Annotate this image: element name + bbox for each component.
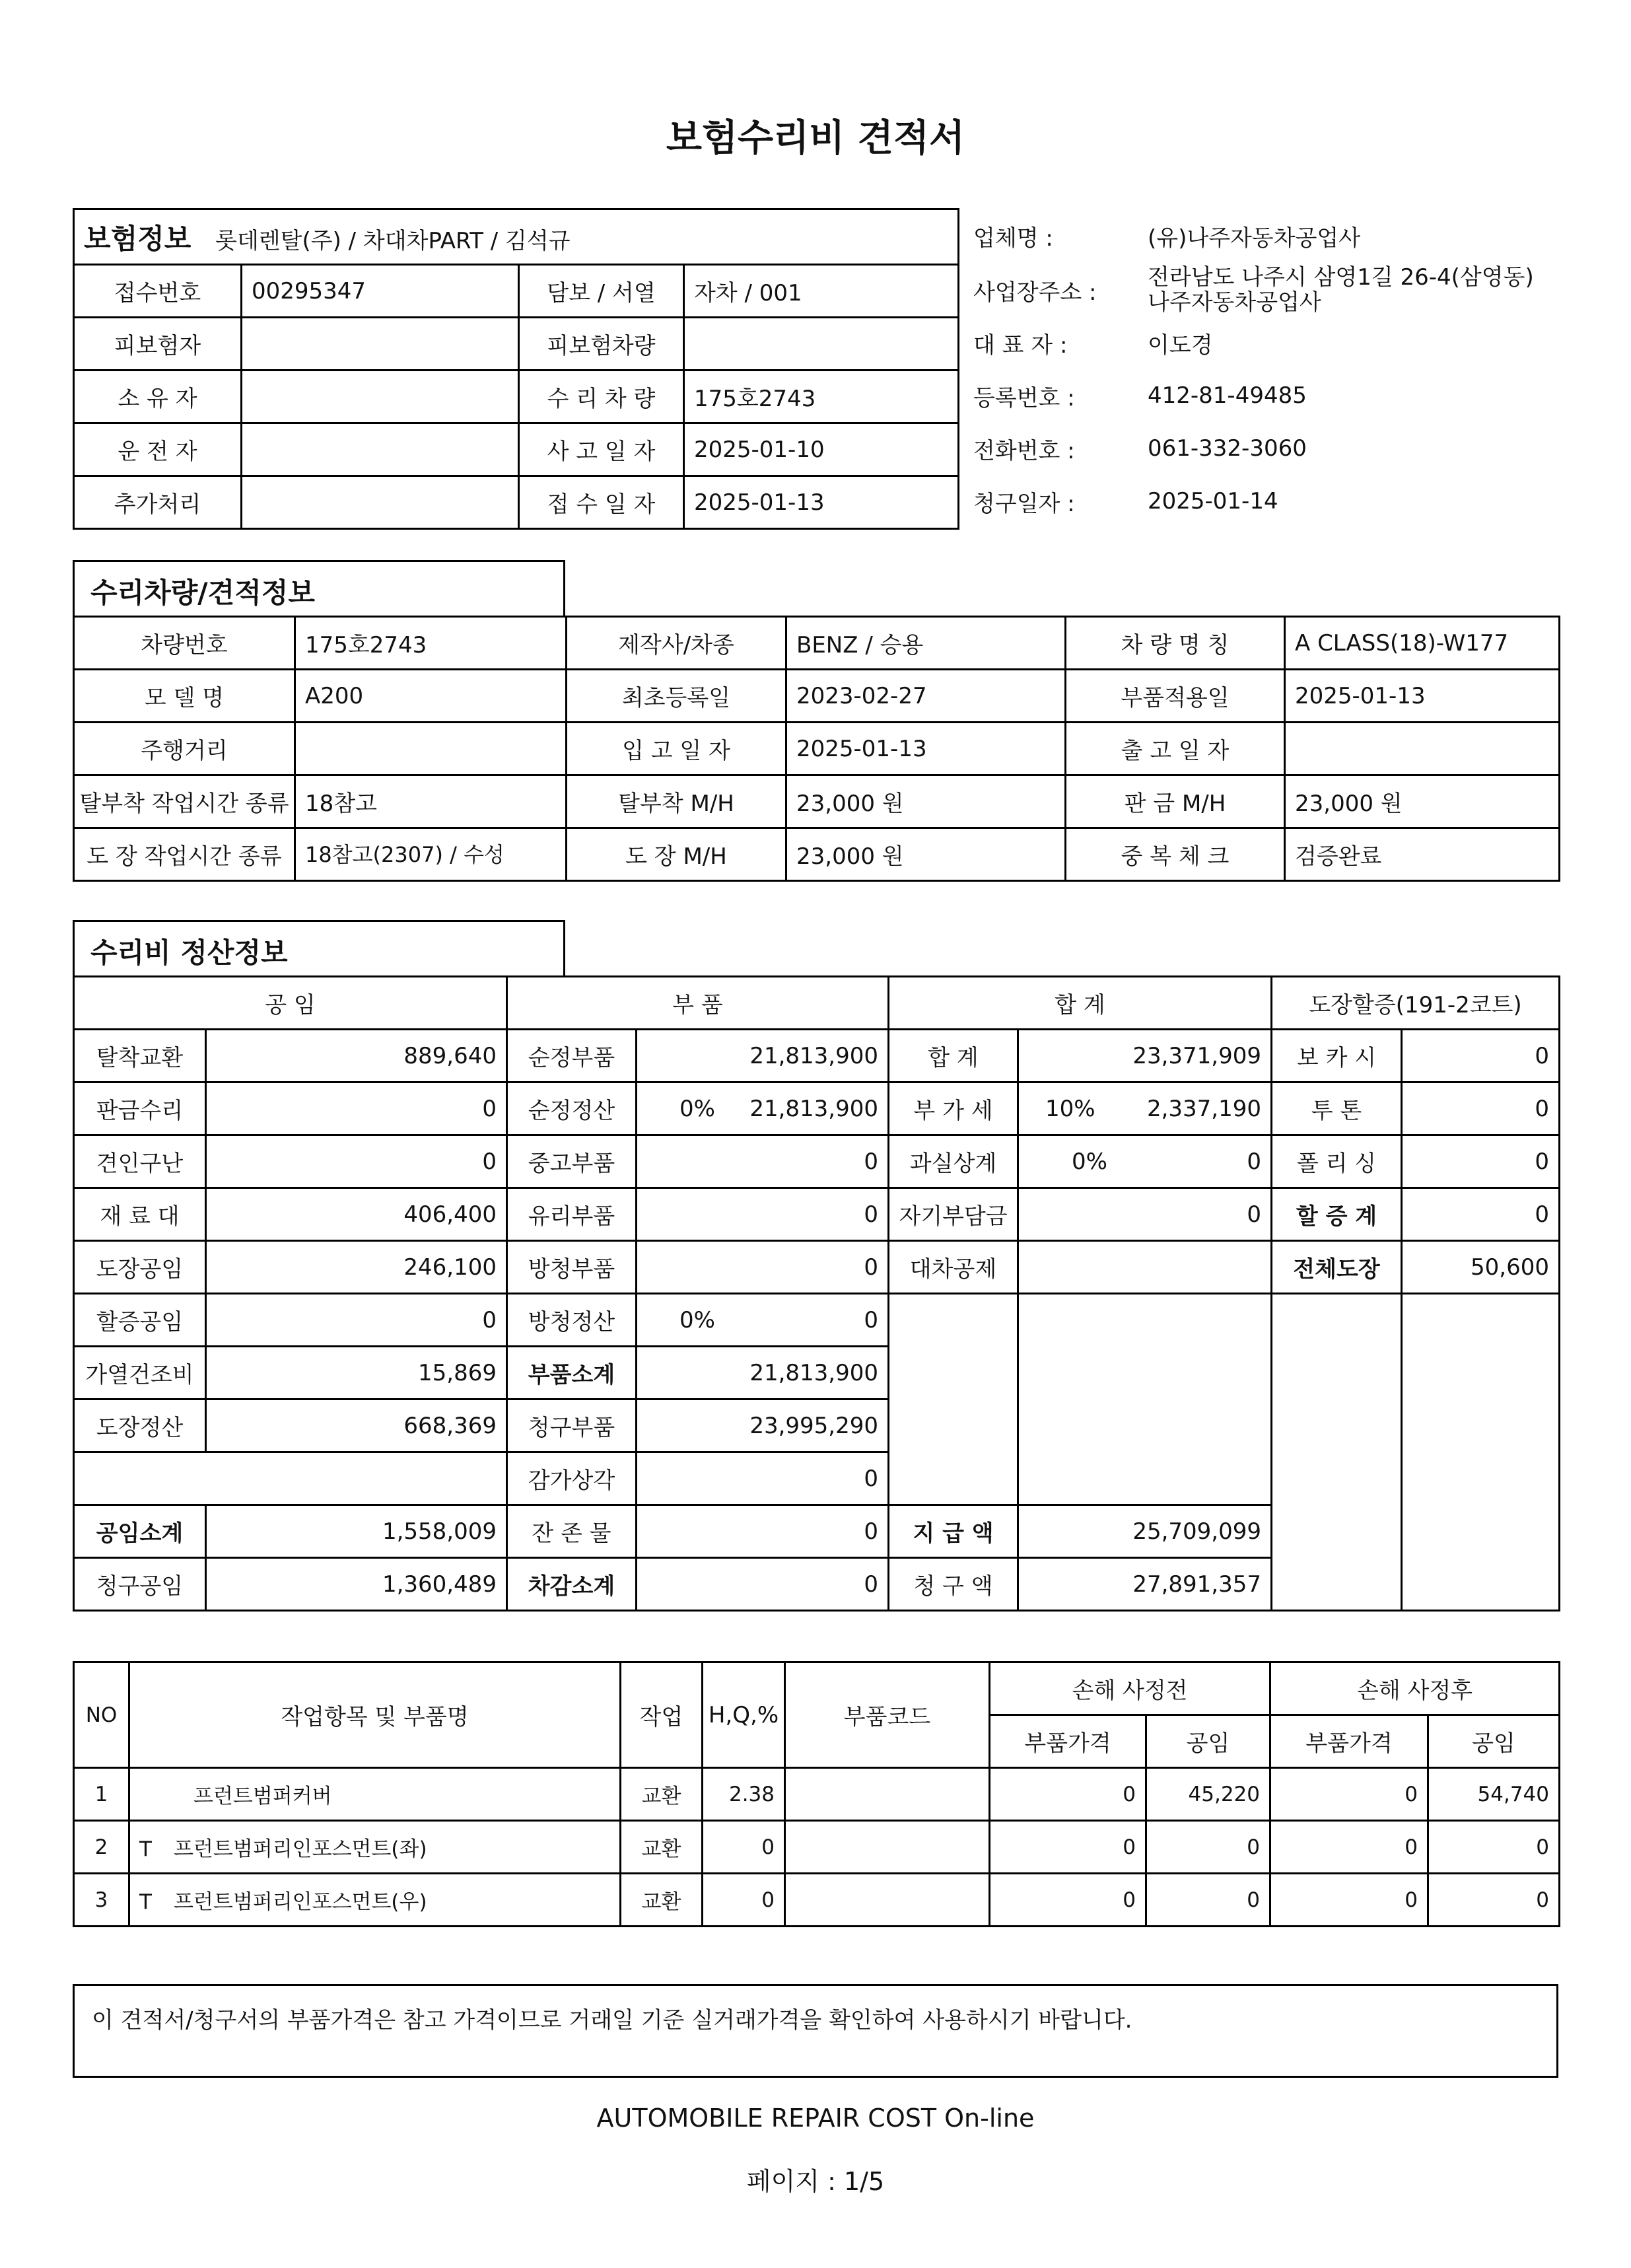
labor-value: 15,869 [206,1347,507,1400]
item-after-price: 0 [1270,1821,1428,1874]
item-work: 교환 [621,1874,703,1927]
totals-amount: 0 [1247,1148,1261,1175]
items-table [73,1661,1560,1927]
col-after: 손해 사정후 [1270,1662,1560,1715]
coverage-label: 담보 / 서열 [519,265,684,318]
labor-value: 0 [206,1082,507,1135]
registration-no-label: 등록번호 : [973,384,1075,411]
totals-amount: 23,371,909 [1132,1042,1261,1069]
labor-label: 판금수리 [74,1082,206,1135]
registration-no-value: 412-81-49485 [1148,382,1307,409]
insurance-heading: 보험정보 [84,222,191,255]
receipt-no-value: 00295347 [242,265,519,318]
vehicle-section-tab [73,560,565,617]
insured-label: 피보험자 [74,318,242,371]
table-row [74,828,1560,881]
owner-value [242,371,519,423]
item-code [785,1768,990,1821]
item-hq: 0 [703,1821,785,1874]
company-address-value: 전라남도 나주시 삼영1길 26-4(삼영동) 나주자동차공업사 [1148,264,1534,316]
item-name [129,1821,621,1874]
labor-value: 246,100 [206,1241,507,1294]
item-name-text: 프런트범퍼리인포스먼트(우) [174,1890,427,1914]
vehicle-name-value: A CLASS(18)-W177 [1285,617,1560,670]
totals-value [1018,1030,1272,1082]
sheet-metal-mh-value: 23,000 원 [1285,775,1560,828]
col-before-labor: 공임 [1146,1715,1270,1768]
parts-value [637,1558,889,1611]
item-mark: T [139,1890,152,1914]
totals-rate: 0% [1072,1148,1107,1175]
parts-value [637,1030,889,1082]
driver-value [242,423,519,476]
insured-value [242,318,519,371]
company-info [964,208,1558,528]
duplicate-check-value: 검증완료 [1285,828,1560,881]
paint-mh-value: 23,000 원 [786,828,1066,881]
table-row [74,1135,1560,1188]
col-before: 손해 사정전 [990,1662,1270,1715]
paint-blank [1272,1294,1402,1611]
item-before-price: 0 [990,1768,1146,1821]
totals-blank [889,1294,1018,1505]
paint-value: 0 [1402,1135,1560,1188]
totals-label: 과실상계 [889,1135,1018,1188]
item-name-text: 프런트범퍼리인포스먼트(좌) [174,1837,427,1861]
paint-value: 0 [1402,1082,1560,1135]
paint-label: 보 카 시 [1272,1030,1402,1082]
parts-value [637,1400,889,1452]
table-row [74,670,1560,723]
parts-amount: 21,813,900 [749,1095,878,1122]
driver-label: 운 전 자 [74,423,242,476]
item-code [785,1874,990,1927]
vehicle-name-label: 차 량 명 칭 [1066,617,1285,670]
phone-label: 전화번호 : [973,437,1075,464]
parts-header: 부 품 [507,977,889,1030]
table-row [74,1874,1560,1927]
parts-label: 순정부품 [507,1030,637,1082]
item-name [129,1874,621,1927]
table-row [74,617,1560,670]
table-row [74,723,1560,775]
col-code: 부품코드 [785,1662,990,1768]
table-row [964,422,1558,475]
col-before-price: 부품가격 [990,1715,1146,1768]
totals-label: 합 계 [889,1030,1018,1082]
parts-label: 잔 존 물 [507,1505,637,1558]
vehicle-info-table [73,616,1560,882]
insured-vehicle-label: 피보험차량 [519,318,684,371]
item-before-labor: 0 [1146,1874,1270,1927]
settlement-heading: 수리비 정산정보 [90,937,288,969]
table-row [74,1294,1560,1347]
parts-value [637,1241,889,1294]
representative-label: 대 표 자 : [973,332,1068,359]
claim-value: 27,891,357 [1018,1558,1272,1611]
paint-label: 폴 리 싱 [1272,1135,1402,1188]
item-name [129,1768,621,1821]
labor-blank [74,1452,507,1505]
parts-date-label: 부품적용일 [1066,670,1285,723]
parts-amount: 21,813,900 [749,1359,878,1386]
mileage-value [295,723,567,775]
col-name: 작업항목 및 부품명 [129,1662,621,1768]
payment-label: 지 급 액 [889,1505,1018,1558]
maker-label: 제작사/차종 [567,617,786,670]
parts-amount: 21,813,900 [749,1042,878,1069]
item-no: 3 [74,1874,129,1927]
table-row [74,1662,1560,1715]
item-before-price: 0 [990,1874,1146,1927]
maker-value: BENZ / 승용 [786,617,1066,670]
table-row [74,265,959,318]
paint-surcharge-header: 도장할증(191-2코트) [1272,977,1560,1030]
item-before-price: 0 [990,1821,1146,1874]
item-work: 교환 [621,1768,703,1821]
parts-amount: 0 [864,1306,878,1333]
parts-label: 방청부품 [507,1241,637,1294]
phone-value: 061-332-3060 [1148,435,1307,462]
detach-type-label: 탈부착 작업시간 종류 [74,775,295,828]
labor-value: 0 [206,1135,507,1188]
parts-rate: 0% [679,1095,715,1122]
payment-value: 25,709,099 [1018,1505,1272,1558]
item-hq: 0 [703,1874,785,1927]
table-row [74,476,959,529]
vehicle-heading: 수리차량/견적정보 [90,577,315,609]
parts-amount: 0 [864,1571,878,1598]
item-hq: 2.38 [703,1768,785,1821]
item-after-labor: 0 [1428,1821,1560,1874]
col-work: 작업 [621,1662,703,1768]
totals-value [1018,1188,1272,1241]
paint-mh-label: 도 장 M/H [567,828,786,881]
labor-value: 668,369 [206,1400,507,1452]
item-before-labor: 45,220 [1146,1768,1270,1821]
parts-amount: 0 [864,1465,878,1492]
representative-value: 이도경 [1148,332,1213,359]
out-date-value [1285,723,1560,775]
detach-mh-value: 23,000 원 [786,775,1066,828]
settlement-table [73,975,1560,1612]
labor-label: 가열건조비 [74,1347,206,1400]
parts-value [637,1452,889,1505]
totals-amount: 0 [1247,1201,1261,1228]
parts-value [637,1505,889,1558]
totals-label: 부 가 세 [889,1082,1018,1135]
duplicate-check-label: 중 복 체 크 [1066,828,1285,881]
insurance-summary: 롯데렌탈(주) / 차대차PART / 김석규 [215,227,571,254]
parts-date-value: 2025-01-13 [1285,670,1560,723]
parts-amount: 0 [864,1518,878,1545]
first-reg-value: 2023-02-27 [786,670,1066,723]
accident-date-value: 2025-01-10 [684,423,959,476]
parts-label: 방청정산 [507,1294,637,1347]
totals-value [1018,1241,1272,1294]
table-row [964,208,1558,264]
item-before-labor: 0 [1146,1821,1270,1874]
table-row [74,1188,1560,1241]
table-row [74,318,959,371]
settlement-section-tab [73,920,565,977]
in-date-label: 입 고 일 자 [567,723,786,775]
table-row [74,423,959,476]
table-row [74,1821,1560,1874]
paint-value: 50,600 [1402,1241,1560,1294]
paint-blank [1402,1294,1560,1611]
table-row [74,775,1560,828]
repair-vehicle-value: 175호2743 [684,371,959,423]
item-after-price: 0 [1270,1768,1428,1821]
coverage-value: 자차 / 001 [684,265,959,318]
item-work: 교환 [621,1821,703,1874]
parts-value [637,1347,889,1400]
col-after-labor: 공임 [1428,1715,1560,1768]
totals-label: 자기부담금 [889,1188,1018,1241]
vehicle-no-label: 차량번호 [74,617,295,670]
paint-label: 전체도장 [1272,1241,1402,1294]
labor-value: 1,360,489 [206,1558,507,1611]
insured-vehicle-value [684,318,959,371]
labor-label: 도장공임 [74,1241,206,1294]
totals-label: 대차공제 [889,1241,1018,1294]
notice-text: 이 견적서/청구서의 부품가격은 참고 가격이므로 거래일 기준 실거래가격을 확인하여 사용하시기 바랍니다. [92,2007,1132,2034]
table-row [964,264,1558,316]
labor-header: 공 임 [74,977,507,1030]
labor-label: 청구공임 [74,1558,206,1611]
labor-value: 1,558,009 [206,1505,507,1558]
table-row [74,371,959,423]
parts-value [637,1294,889,1347]
additional-label: 추가처리 [74,476,242,529]
page-number: 페이지 : 1/5 [746,2167,885,2196]
paint-value: 0 [1402,1188,1560,1241]
receipt-date-label: 접 수 일 자 [519,476,684,529]
table-row [74,1241,1560,1294]
paint-type-value: 18참고(2307) / 수성 [295,828,567,881]
parts-label: 차감소계 [507,1558,637,1611]
labor-label: 공임소계 [74,1505,206,1558]
totals-value [1018,1135,1272,1188]
col-after-price: 부품가격 [1270,1715,1428,1768]
labor-value: 889,640 [206,1030,507,1082]
vehicle-no-value: 175호2743 [295,617,567,670]
paint-label: 투 톤 [1272,1082,1402,1135]
parts-amount: 0 [864,1201,878,1228]
company-name-label: 업체명 : [973,225,1053,252]
parts-label: 유리부품 [507,1188,637,1241]
item-no: 2 [74,1821,129,1874]
model-value: A200 [295,670,567,723]
repair-vehicle-label: 수 리 차 량 [519,371,684,423]
receipt-no-label: 접수번호 [74,265,242,318]
parts-amount: 23,995,290 [749,1412,878,1439]
in-date-value: 2025-01-13 [786,723,1066,775]
labor-label: 탈착교환 [74,1030,206,1082]
claim-label: 청 구 액 [889,1558,1018,1611]
table-row [964,369,1558,422]
parts-label: 중고부품 [507,1135,637,1188]
detach-mh-label: 탈부착 M/H [567,775,786,828]
table-row [964,316,1558,369]
labor-label: 도장정산 [74,1400,206,1452]
table-row [74,1082,1560,1135]
mileage-label: 주행거리 [74,723,295,775]
parts-value [637,1188,889,1241]
totals-header: 합 계 [889,977,1272,1030]
item-after-price: 0 [1270,1874,1428,1927]
parts-amount: 0 [864,1254,878,1281]
item-mark: T [139,1837,152,1861]
col-hq: H,Q,% [703,1662,785,1768]
model-label: 모 델 명 [74,670,295,723]
company-name-value: (유)나주자동차공업사 [1148,225,1361,252]
item-code [785,1821,990,1874]
table-row [74,977,1560,1030]
item-after-labor: 54,740 [1428,1768,1560,1821]
owner-label: 소 유 자 [74,371,242,423]
col-no: NO [74,1662,129,1768]
item-after-labor: 0 [1428,1874,1560,1927]
paint-label: 할 증 계 [1272,1188,1402,1241]
totals-blank [1018,1294,1272,1505]
insurance-header [74,209,959,265]
totals-amount: 2,337,190 [1146,1095,1261,1122]
item-name-text: 프런트범퍼커버 [193,1785,332,1808]
footer-system: AUTOMOBILE REPAIR COST On-line [596,2104,1035,2133]
labor-label: 재 료 대 [74,1188,206,1241]
labor-label: 견인구난 [74,1135,206,1188]
additional-value [242,476,519,529]
parts-label: 청구부품 [507,1400,637,1452]
document-title: 보험수리비 견적서 [666,117,965,160]
labor-value: 406,400 [206,1188,507,1241]
table-row [74,1030,1560,1082]
company-address-label: 사업장주소 : [973,279,1097,306]
notice-box [73,1984,1558,2078]
table-row [964,475,1558,528]
totals-value [1018,1082,1272,1135]
claim-date-label: 청구일자 : [973,490,1075,517]
parts-value [637,1082,889,1135]
parts-amount: 0 [864,1148,878,1175]
out-date-label: 출 고 일 자 [1066,723,1285,775]
detach-type-value: 18참고 [295,775,567,828]
first-reg-label: 최초등록일 [567,670,786,723]
sheet-metal-mh-label: 판 금 M/H [1066,775,1285,828]
parts-label: 감가상각 [507,1452,637,1505]
parts-value [637,1135,889,1188]
table-row [74,1768,1560,1821]
accident-date-label: 사 고 일 자 [519,423,684,476]
parts-label: 순정정산 [507,1082,637,1135]
labor-value: 0 [206,1294,507,1347]
paint-type-label: 도 장 작업시간 종류 [74,828,295,881]
claim-date-value: 2025-01-14 [1148,488,1278,514]
labor-label: 할증공임 [74,1294,206,1347]
receipt-date-value: 2025-01-13 [684,476,959,529]
item-no: 1 [74,1768,129,1821]
paint-value: 0 [1402,1030,1560,1082]
insurance-info-table [73,208,959,530]
totals-rate: 10% [1045,1095,1095,1122]
parts-label: 부품소계 [507,1347,637,1400]
parts-rate: 0% [679,1306,715,1333]
